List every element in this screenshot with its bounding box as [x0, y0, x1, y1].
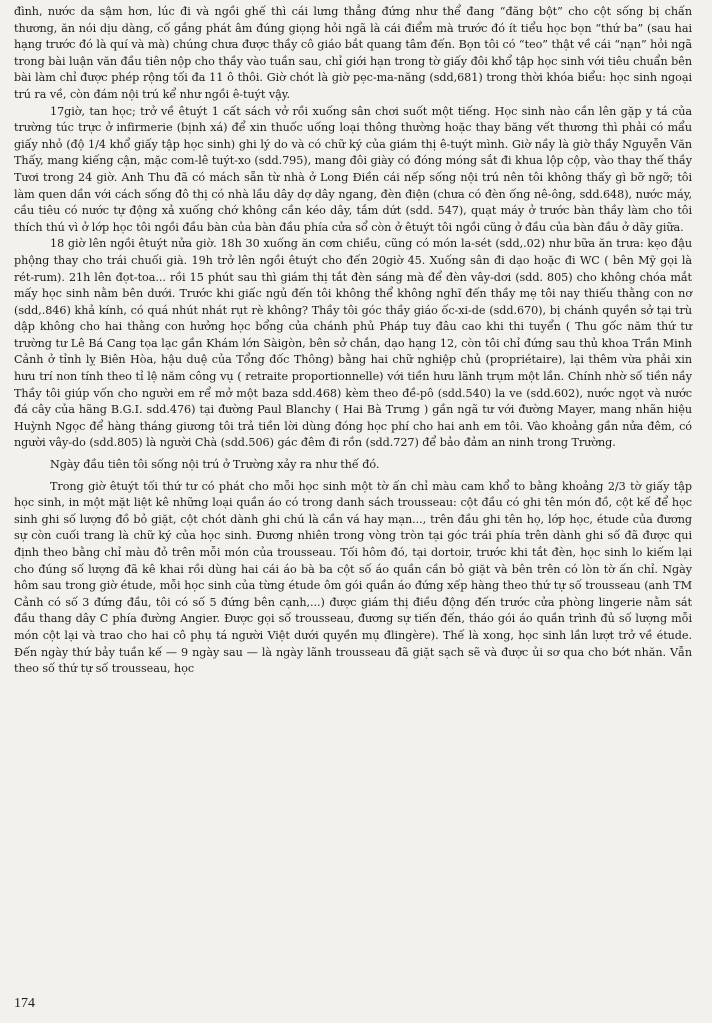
paragraph-2: 17giờ, tan học; trở về êtuýt 1 cất sách vở rồi xuống sân chơi suốt một tiếng. Học sinh nào cần lên gặp y tá của trường túc trực ở infirmerie (bịnh xá) để xin thuốc uống loại thông thường hoặc thay băng vết thương thì phải có mẩu giấy nhỏ (độ 1/4 khổ giấy tập học sinh) ghi lý do và có chữ ký của giám thị ê-tuýt mình. Giờ nầy là giờ thầy Nguyễn Văn Thấy, mang kiếng cận, mặc com-lê tuýt-xo (sdd.795), mang đôi giày có đóng móng sắt đi khua lộp cộp, vào thay thế thầy Tươi trong 24 giờ. Anh Thu đã có mách sẵn từ nhà ở Long Điền cái nếp sống nội trú nên tôi không thấy gì bỡ ngỡ; tôi làm quen dần với cách sống đô thị có nhà lầu dây dợ dây ngang, đèn điện (chưa có đèn ống nê-ông, sdd.648), nước máy, cầu tiêu có nước tự động xả xuống chớ không cần kéo dây, tắm dứt (sdd. 547), quạt máy ở trước bàn thầy làm cho tôi thích thú vì ở lớp học tôi ngồi đầu bàn của bàn đầu phía cửa sổ còn ở êtuýt tôi ngồi cũng ở đầu của bàn đầu ở dãy giữa. — [14, 104, 692, 234]
paragraph-1: đình, nước da sậm hơn, lúc đi và ngồi ghế thì cái lưng thẳng đứng như thể đang “đăng bột” cho cột sống bị chấn thương, ăn nói dịu dàng, cố gắng phát âm đúng giọng hỏi ngã là cái điểm mà trước đó ít tiểu học bọn “thứ ba” (sau hai hạng trước đó là quí và mà) chúng chưa được thầy cô giáo bắt quang tâm đến. Bọn tôi có “teo” thật về cái “nạn” hỏi ngã trong bài luận văn đầu tiên nộp cho thầy vào tuần sau, chỉ giới hạn trong tờ giấy đôi khổ tập học sinh với tiêu chuẩn bên bài làm chỉ được phép rộng tối đa 11 ô thôi. Giờ chót là giờ pẹc-ma-năng (sdd,681) trong thời khóa biểu: học sinh ngoại trú ra về, còn đám nội trú kể như ngồi ê-tuýt vậy. — [14, 5, 692, 101]
paragraph-4: Ngày đầu tiên tôi sống nội trú ở Trường xảy ra như thế đó. — [50, 458, 380, 472]
paragraph-5: Trong giờ êtuýt tối thứ tư có phát cho mỗi học sinh một tờ ấn chỉ màu cam khổ to bằng khoảng 2/3 tờ giấy tập học sinh, in một mặt liệt kê những loại quần áo có trong danh sách trousseau: cột đầu có ghi tên món đồ, cột kế để học sinh ghi số lượng đồ bỏ giặt, cột chót dành ghi chú là cần vá hay mạn..., trên đầu ghi tên họ, lớp học, étude của đương sự còn cuối trang là chữ ký của học sinh. Đương nhiên trong vòng tròn tại góc trái phía trên dành ghi số đã được qui định theo bằng chỉ màu đỏ trên mỗi món của trousseau. Tối hôm đó, tại dortoir, trước khi tắt đèn, học sinh lo kiếm lại cho đúng số lượng đã kê khai rồi dùng hai cái áo bà ba cột số áo quần cần bỏ giặt và bên trên có lòn tờ ấn chỉ. Ngày hôm sau trong giờ étude, mỗi học sinh của từng étude ôm gói quần áo đứng xếp hàng theo thứ tự số trousseau (anh TM Cảnh có số 3 đứng đầu, tôi có số 5 đứng bên cạnh,...) được giám thị điều động đến trước cửa phòng lingerie nằm sát đầu thang dây C phía đường Angier. Được gọi số trousseau, đương sự tiến đến, tháo gói áo quần trình đủ số lượng mỗi món cột lại và trao cho hai cô phụ tá người Việt dưới quyền mụ đlingère). Thế là xong, học sinh lần lượt trở về étude. Đến ngày thứ bảy tuần kế — 9 ngày sau — là ngày lãnh trousseau đã giặt sạch sẽ và được ủi sơ qua cho bớt nhăn. Vẫn theo số thứ tự số trousseau, học — [14, 479, 692, 676]
page-number: 174 — [14, 996, 35, 1011]
body-text — [14, 4, 692, 678]
paragraph-3: 18 giờ lên ngồi êtuýt nửa giờ. 18h 30 xuống ăn cơm chiều, cũng có món la-sét (sdd,.02) như bữa ăn trưa: kẹo đậu phộng thay cho trái chuối già. 19h trở lên ngồi êtuýt cho đến 20giờ 45. Xuống sân đi dạo hoặc đi WC ( bên Mỹ gọi là rét-rum). 21h lên đọt-toa... rồi 15 phút sau thì giám thị tắt đèn sáng mà để đèn vây-dơi (sdd. 805) cho không chóa mắt mấy học sinh nằm bên dưới. Trước khi giấc ngủ đến tôi không thể không nghĩ đến thầy mẹ tôi nay thiếu thằng con nơ (sdd,.846) khả kính, có quá nhút nhát rụt rè không? Thầy tôi góc thầy giáo ốc-xi-de (sdd.670), bị chánh quyền sở tại trù dập không cho hai thằng con hưởng học bổng của chánh phủ Pháp tuy đâu cao khi thi tuyển ( Thu gốc năm thứ tư trường tư Lê Bá Cang tọa lạc gần Khám lớn Sàigòn, bên sở chắn, dạo hạng 12, còn tôi chỉ đứng sau thủ khoa Trần Minh Cảnh ở tỉnh lỵ Biên Hòa, hậu duệ của Tổng đốc Thông) bằng hai chữ nghiệp chủ (propriétaire), lại thêm vừa phải xin hưu trí non tính theo tỉ lệ năm công vụ ( retraite proportionnelle) với tiền hưu lãnh trụm một lần. Chính nhờ số tiền nầy Thầy tôi giúp vốn cho người em rể mở một baza sdd.468) kèm theo đề-pô (sdd.540) la ve (sdd.602), nước ngọt và nước đá cây của hãng B.G.I. sdd.476) tại đường Paul Blanchy ( Hai Bà Trưng ) gần ngã tư với đường Mayer, mang nhãn hiệu Huỳnh Ngọc để hàng tháng giương tôi trả tiền lời dùng đóng học phí cho hai anh em tôi. Vào khoảng gần nửa đêm, có người vây-do (sdd.805) là người Chà (sdd.506) gác đêm đi rồn (sdd.727) để bảo đảm an ninh trong Trường. — [14, 237, 692, 450]
